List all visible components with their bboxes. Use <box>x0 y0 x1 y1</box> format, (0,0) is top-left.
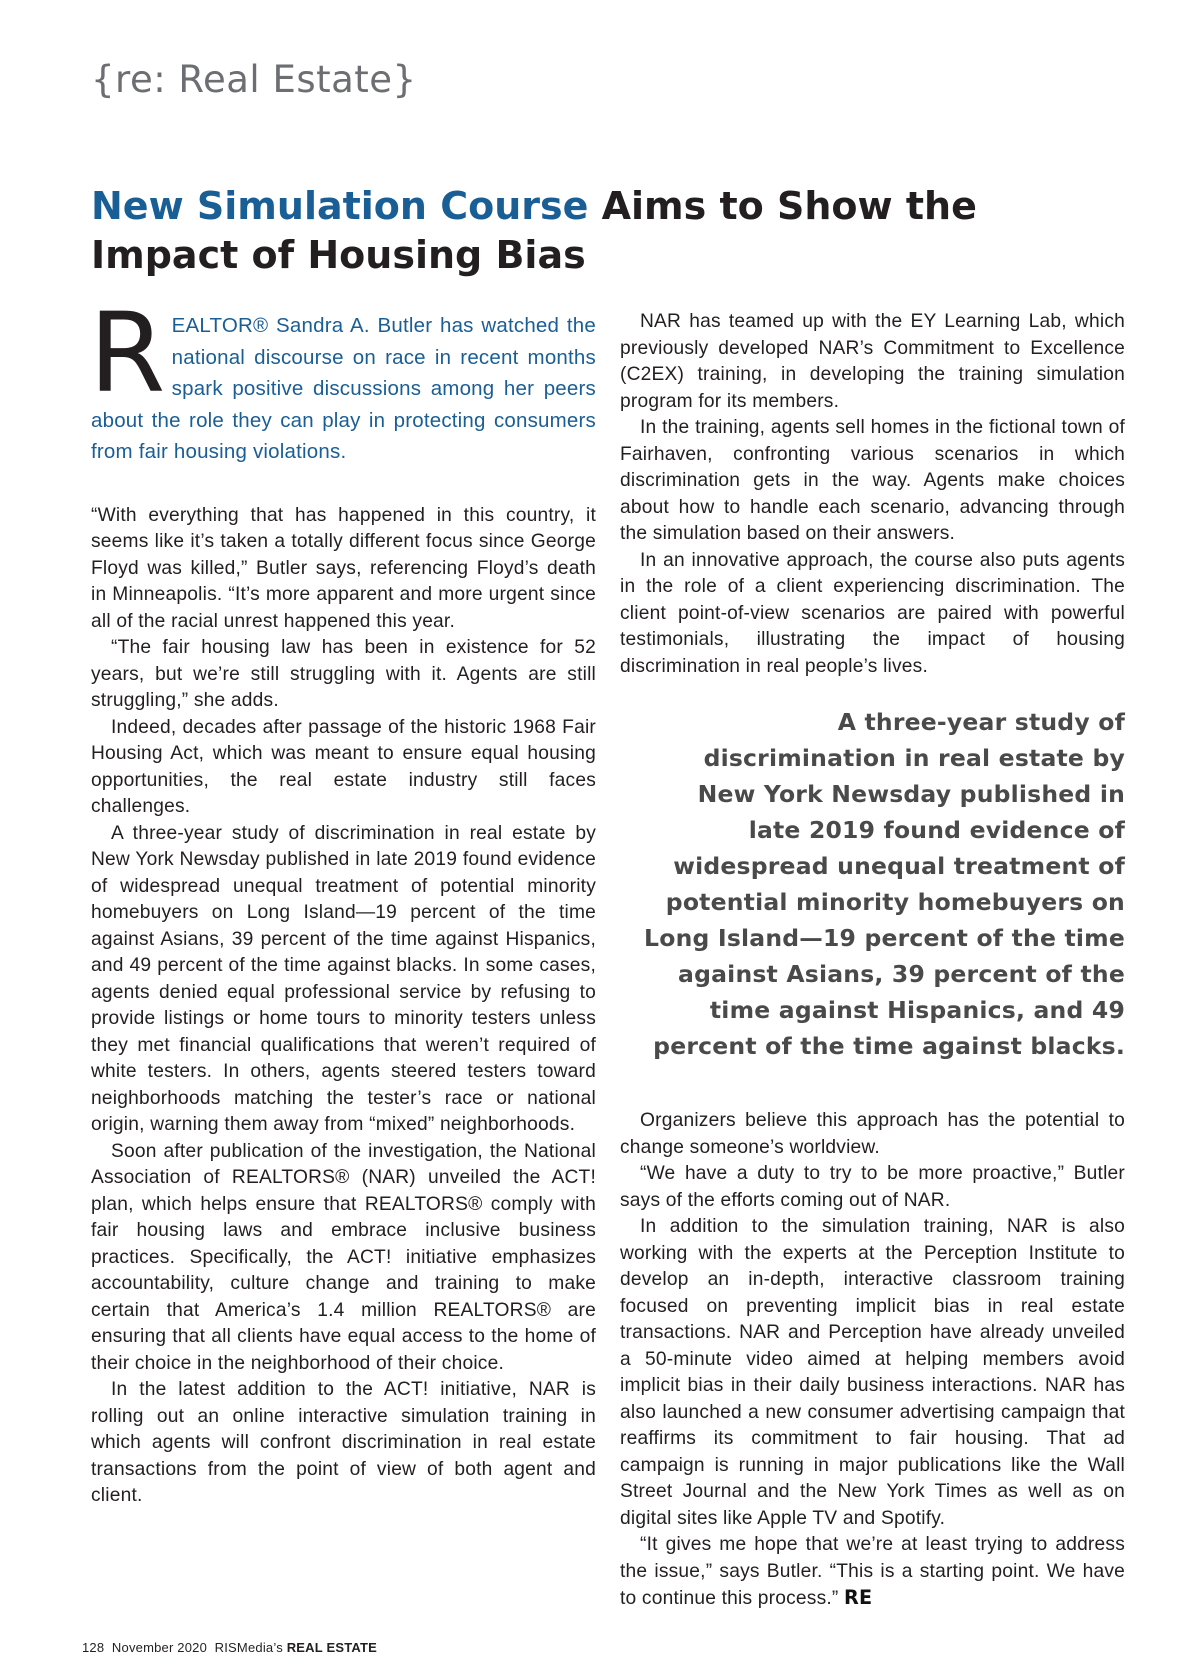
page-footer <box>82 1640 377 1655</box>
body-paragraph: In an innovative approach, the course also puts agents in the role of a client experiencing discrimination. The client point-of-view scenarios are paired with powerful testimonials, illustrating the impact of housing discrimination in real people’s lives. <box>620 549 1125 677</box>
body-paragraph: NAR has teamed up with the EY Learning Lab, which previously developed NAR’s Commitment to Excellence (C2EX) training, in developing the training simulation program for its members. <box>620 311 1125 412</box>
body-paragraph: In the latest addition to the ACT! initiative, NAR is rolling out an online interactive simulation training in which agents will confront discrimination in real estate transactions from the point of view of both agent and client. <box>91 1379 596 1506</box>
body-paragraph: In addition to the simulation training, NAR is also working with the experts at the Perception Institute to develop an in-depth, interactive classroom training focused on preventing implicit bias in real estate transactions. NAR and Perception have already unveiled a 50-minute video aimed at helping members avoid implicit bias in their daily business interactions. NAR has also launched a new consumer advertising campaign that reaffirms its commitment to fair housing. That ad campaign is running in major publications like the Wall Street Journal and the New York Times as well as on digital sites like Apple TV and Spotify. <box>620 1216 1125 1529</box>
article-column-left <box>89 289 596 1510</box>
body-paragraph: “The fair housing law has been in existence for 52 years, but we’re still struggling with it. Agents are still struggling,” she adds. <box>91 637 596 711</box>
body-paragraph: Indeed, decades after passage of the historic 1968 Fair Housing Act, which was meant to ensure equal housing opportunities, the real estate industry still faces challenges. <box>91 716 596 817</box>
end-mark: RE <box>844 1586 873 1609</box>
closing-paragraph <box>620 1532 1125 1613</box>
body-paragraph: “With everything that has happened in this country, it seems like it’s taken a totally different focus since George Floyd was killed,” Butler says, referencing Floyd’s death in Minneapolis. “It’s more apparent and more urgent since all of the racial unrest happened this year. <box>91 504 596 632</box>
page-number: 128 <box>82 1640 105 1655</box>
body-paragraph: A three-year study of discrimination in real estate by New York Newsday published in late 2019 found evidence of widespread unequal treatment of potential minority homebuyers on Long Island—19 percent of the time against Asians, 39 percent of the time against Hispanics, and 49 percent of the time against blacks. In some cases, agents denied equal professional service by refusing to provide listings or home tours to minority testers unless they met financial qualifications that weren’t required of white testers. In others, agents steered testers toward neighborhoods matching the tester’s race or national origin, warning them away from “mixed” neighborhoods. <box>91 822 596 1135</box>
body-paragraph: In the training, agents sell homes in the fictional town of Fairhaven, confronting various scenarios in which discrimination gets in the way. Agents make choices about how to handle each scenario, advancing through the simulation based on their answers. <box>620 417 1125 544</box>
article-column-right <box>620 309 1125 1613</box>
body-paragraph: “We have a duty to try to be more proactive,” Butler says of the efforts coming out of NAR. <box>620 1163 1125 1211</box>
section-tag: {re: Real Estate} <box>91 58 417 101</box>
headline-highlight: New Simulation Course <box>91 184 589 228</box>
body-paragraph: Soon after publication of the investigation, the National Association of REALTORS® (NAR) unveiled the ACT! plan, which helps ensure that REALTORS® comply with fair housing laws and embrace inclusive business practices. Specifically, the ACT! initiative emphasizes accountability, culture change and training to make certain that America’s 1.4 million REALTORS® are ensuring that all clients have equal access to the home of their choice in the neighborhood of their choice. <box>91 1140 596 1374</box>
body-paragraph: Organizers believe this approach has the potential to change someone’s worldview. <box>620 1110 1125 1158</box>
issue-date: November 2020 <box>111 1640 208 1655</box>
lede-text: EALTOR® Sandra A. Butler has watched the national discourse on race in recent months spark positive discussions among her peers about the role they can play in protecting consumers from fair housing violations. <box>91 314 596 463</box>
article-lede <box>89 289 596 468</box>
publication-name: REAL ESTATE <box>286 1640 378 1655</box>
pull-quote: A three-year study of discrimination in real estate by New York Newsday published in late 2019 found evidence of widespread unequal treatment of potential minority homebuyers on Long Island—19 percent of the time against Asians, 39 percent of the time against Hispanics, and 49 percent of the time against blacks. <box>644 708 1125 1060</box>
article-headline <box>91 182 1111 280</box>
headline-rest: Aims to Show the Impact of Housing Bias <box>91 184 977 277</box>
publisher-name: RISMedia’s <box>214 1640 283 1655</box>
drop-cap: R <box>89 289 166 417</box>
closing-text: “It gives me hope that we’re at least trying to address the issue,” says Butler. “This is a starting point. We have to continue this process.” <box>620 1534 1125 1609</box>
